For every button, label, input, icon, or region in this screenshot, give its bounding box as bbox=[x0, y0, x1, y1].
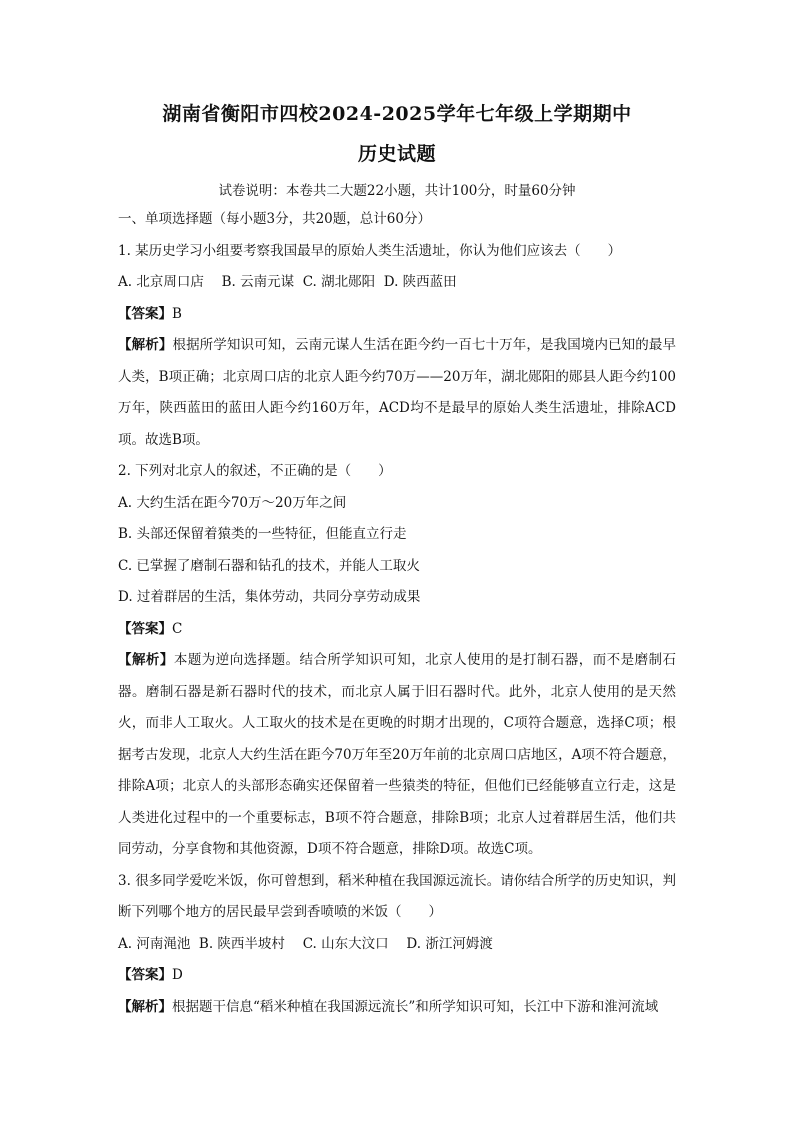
question-1-answer bbox=[118, 299, 676, 331]
analysis-tag: 【解析】 bbox=[118, 998, 172, 1015]
question-2-stem: 2. 下列对北京人的叙述，不正确的是（ ） bbox=[118, 463, 392, 479]
answer-tag: 【答案】 bbox=[118, 620, 172, 637]
question-3-options: A. 河南渑池 B. 陕西半坡村 C. 山东大汶口 D. 浙江河姆渡 bbox=[118, 935, 493, 952]
question-1-stem: 1. 某历史学习小组要考察我国最早的原始人类生活遗址，你认为他们应该去（ ） bbox=[118, 242, 622, 259]
question-3-analysis bbox=[118, 992, 676, 1024]
question-2-option-b: B. 头部还保留着猿类的一些特征，但能直立行走 bbox=[118, 526, 407, 542]
question-2-option-c: C. 已掌握了磨制石器和钻孔的技术，并能人工取火 bbox=[118, 557, 420, 574]
exam-subtitle: 历史试题 bbox=[357, 143, 436, 165]
answer-value: D bbox=[172, 967, 183, 983]
answer-value: C bbox=[172, 620, 183, 637]
exam-title: 湖南省衡阳市四校2024-2025学年七年级上学期期中 bbox=[162, 103, 632, 125]
analysis-tag: 【解析】 bbox=[118, 337, 173, 353]
question-1-options: A. 北京周口店 B. 云南元谋 C. 湖北郧阳 D. 陕西蓝田 bbox=[118, 274, 457, 290]
question-2-analysis bbox=[118, 645, 676, 866]
question-2-option-d: D. 过着群居的生活，集体劳动，共同分享劳动成果 bbox=[118, 589, 421, 605]
analysis-text: 本题为逆向选择题。结合所学知识可知，北京人使用的是打制石器，而不是磨制石器。磨制石器是新石器时代的技术，而北京人属于旧石器时代。此外，北京人使用的是天然火，而非人工取火。人工取火的技术是在更晚的时期才出现的，C项符合题意，选择C项；根据考古发现，北京人大约生活在距今70万年至20万年前的北京周口店地区，A项不符合题意，排除A项；北京人的头部形态确实还保留着一些猿类的特征，但他们已经能够直立行走，这是人类进化过程中的一个重要标志，B项不符合题意，排除B项；北京人过着群居生活，他们共同劳动，分享食物和其他资源，D项不符合题意，排除D项。故选C项。 bbox=[118, 652, 677, 857]
section-heading: 一、单项选择题（每小题3分，共20题，总计60分） bbox=[118, 211, 431, 227]
analysis-tag: 【解析】 bbox=[118, 652, 174, 668]
answer-tag: 【答案】 bbox=[118, 967, 172, 983]
answer-tag: 【答案】 bbox=[118, 305, 172, 322]
answer-value: B bbox=[172, 305, 182, 322]
question-2-answer bbox=[118, 614, 676, 646]
question-1-analysis bbox=[118, 330, 676, 456]
exam-instructions: 试卷说明：本卷共二大题22小题，共计100分，时量60分钟 bbox=[218, 183, 576, 199]
question-3-stem: 3. 很多同学爱吃米饭，你可曾想到，稻米种植在我国源远流长。请你结合所学的历史知识，判断下列哪个地方的居民最早尝到香喷喷的米饭（ ） bbox=[118, 872, 676, 920]
question-2-option-a: A. 大约生活在距今70万～20万年之间 bbox=[118, 494, 347, 511]
question-3-answer bbox=[118, 960, 676, 992]
analysis-text: 根据题干信息“稻米种植在我国源远流长”和所学知识可知，长江中下游和淮河流域 bbox=[172, 998, 659, 1015]
analysis-text: 根据所学知识可知，云南元谋人生活在距今约一百七十万年，是我国境内已知的最早人类，B项正确；北京周口店的北京人距今约70万——20万年，湖北郧阳的郧县人距今约100万年，陕西蓝田的蓝田人距今约160万年，ACD均不是最早的原始人类生活遗址，排除ACD项。故选B项。 bbox=[118, 337, 677, 448]
